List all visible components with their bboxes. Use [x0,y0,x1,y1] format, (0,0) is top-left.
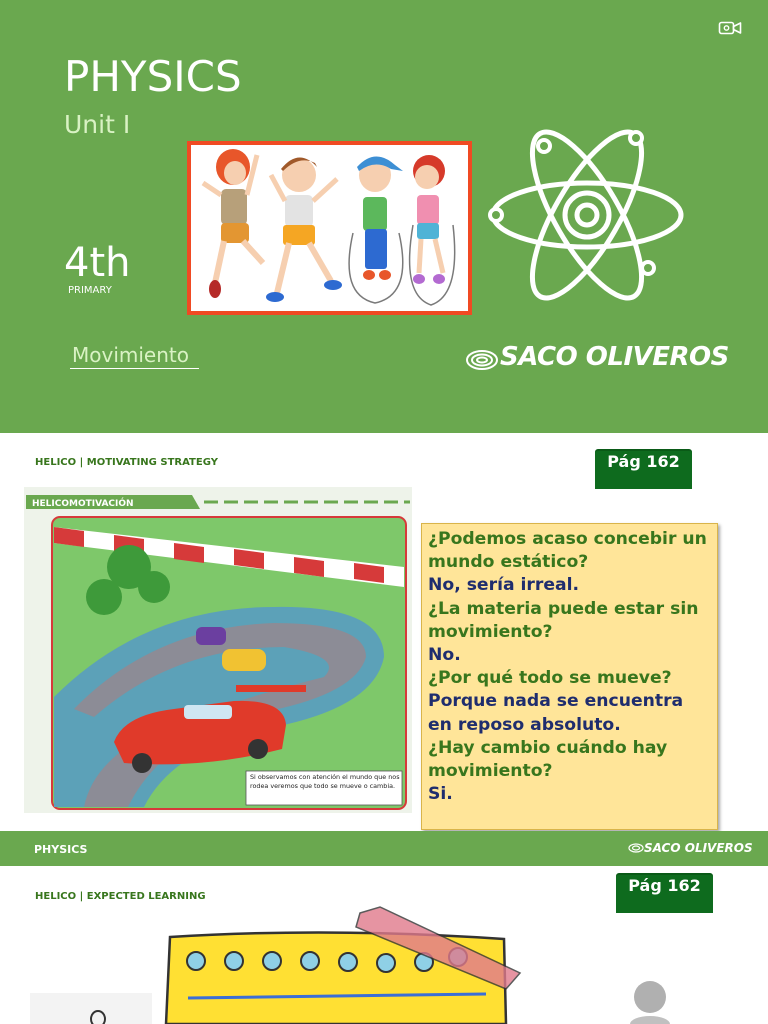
child-figure [410,155,455,305]
slide-title: PHYSICS [64,52,242,101]
footer-band [0,831,768,866]
footer-subject: PHYSICS [34,843,88,856]
cover-slide [0,0,768,433]
page-badge: Pág 162 [616,873,713,913]
qa-answer: No, sería irreal. [428,575,580,596]
video-camera-icon[interactable] [718,20,742,36]
brand-name: SACO OLIVEROS [500,342,729,372]
qa-question: ¿Podemos acaso concebir un mundo estático? [428,529,707,573]
grade-label: 4th [64,240,131,286]
qa-answer: Porque nada se encuentra en reposo absoluto. [428,691,684,735]
atom-icon [488,126,686,304]
children-jumping-image [187,141,472,315]
image-banner: HELICOMOTIVACIÓN [32,499,134,509]
qa-question: ¿Hay cambio cuándo hay movimiento? [428,737,668,782]
child-figure [349,156,403,303]
image-caption: Si observamos con atención el mundo que nos rodea veremos que todo se mueve o cambia. [250,773,400,790]
level-label: PRIMARY [68,285,112,296]
breadcrumb: HELICO | EXPECTED LEARNING [35,891,206,902]
footer-brand: SACO OLIVEROS [644,841,753,855]
qa-answer: No. [428,645,461,666]
child-figure [266,157,342,302]
page-badge: Pág 162 [595,449,692,489]
brand-swoosh-icon [628,842,644,854]
qa-question: ¿Por qué todo se mueve? [428,668,672,689]
qa-answer: Si. [428,784,453,805]
qa-question: ¿La materia puede estar sin movimiento? [428,598,699,642]
expected-learning-illustration [0,905,768,1024]
breadcrumb: HELICO | MOTIVATING STRATEGY [35,457,218,468]
child-figure [203,149,263,298]
topic-link[interactable]: Movimiento [70,343,199,369]
question-answer-box [421,523,718,830]
unit-label: Unit I [64,110,131,139]
racing-cars-image [24,487,412,813]
